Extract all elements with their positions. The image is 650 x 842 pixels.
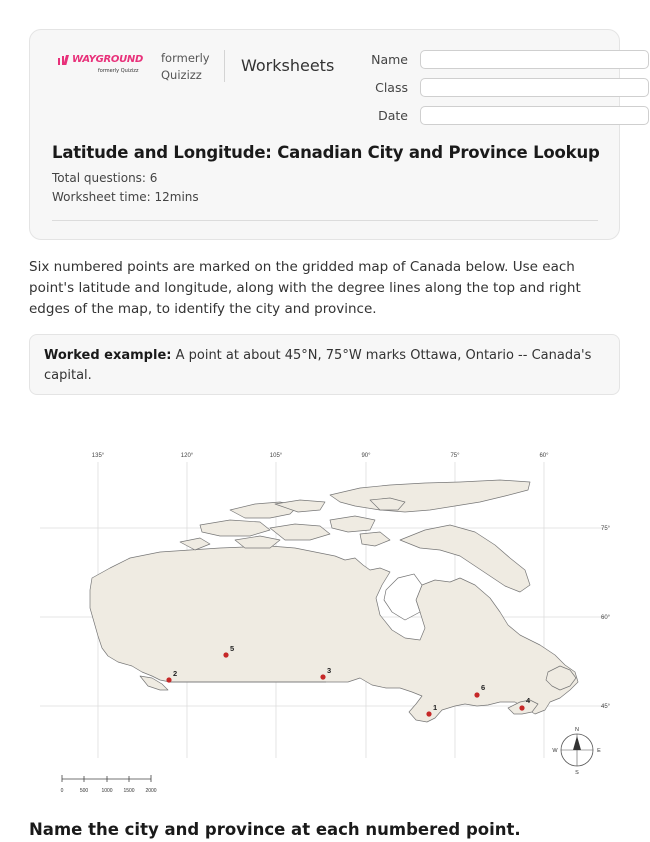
point-3-marker [320,674,325,679]
scale-bar [61,775,157,794]
header-rule [52,220,598,221]
worked-example-label: Worked example: [44,348,172,363]
name-field[interactable] [420,50,649,69]
svg-text:500: 500 [79,788,89,794]
date-label: Date [378,108,408,123]
lon-label: 120° [180,453,194,459]
date-field[interactable] [420,106,649,125]
name-label: Name [371,52,408,67]
canada-landmass [90,480,578,722]
worked-example-text: A point at about 45°N, 75°W marks Ottawa, Ontario -- Canada's capital. [44,348,592,383]
hudson-bay [384,574,422,620]
lon-label: 75° [450,453,460,459]
svg-text:W: W [552,748,558,754]
point-4-marker [519,705,524,710]
point-3-label: 3 [327,666,332,675]
class-label: Class [375,80,408,95]
header-divider [224,50,225,82]
lon-label: 135° [91,453,105,459]
canada-map [30,440,620,800]
lat-label: 60° [601,615,611,621]
worksheet-time: Worksheet time: 12mins [52,190,199,204]
instructions: Six numbered points are marked on the gridded map of Canada below. Use each point's latitude and longitude, along with the degree lines along the top and right edges of the map, to identify the city and province. [29,259,581,317]
total-questions: Total questions: 6 [52,171,158,185]
svg-text:0: 0 [60,788,64,794]
worked-example [29,334,620,395]
question-prompt: Name the city and province at each numbered point. [29,820,521,839]
point-2-marker [166,677,171,682]
point-5-marker [223,652,228,657]
worksheets-label: Worksheets [241,56,335,75]
svg-text:S: S [575,770,579,776]
svg-text:1000: 1000 [101,788,113,794]
logo-mark-icon [58,55,72,65]
lon-label: 90° [361,453,371,459]
point-1-marker [426,711,431,716]
point-1-label: 1 [433,703,438,712]
worksheet-title: Latitude and Longitude: Canadian City and Province Lookup [52,143,600,162]
svg-text:N: N [575,727,579,733]
point-4-label: 4 [526,696,531,705]
svg-text:E: E [597,748,601,754]
lon-label: 60° [539,453,549,459]
compass-rose-icon [552,727,601,776]
svg-text:1500: 1500 [123,788,135,794]
lat-label: 45° [601,704,611,710]
worksheet-header [29,29,620,240]
point-2-label: 2 [173,669,178,678]
lat-label: 75° [601,526,611,532]
point-6-marker [474,692,479,697]
formerly-quizizz: formerly Quizizz [161,51,210,82]
lon-label: 105° [269,453,283,459]
svg-text:2000: 2000 [145,788,157,794]
point-6-label: 6 [481,683,486,692]
class-field[interactable] [420,78,649,97]
wayground-logo: WAYGROUND formerly Quizizz [58,54,148,76]
point-5-label: 5 [230,644,235,653]
